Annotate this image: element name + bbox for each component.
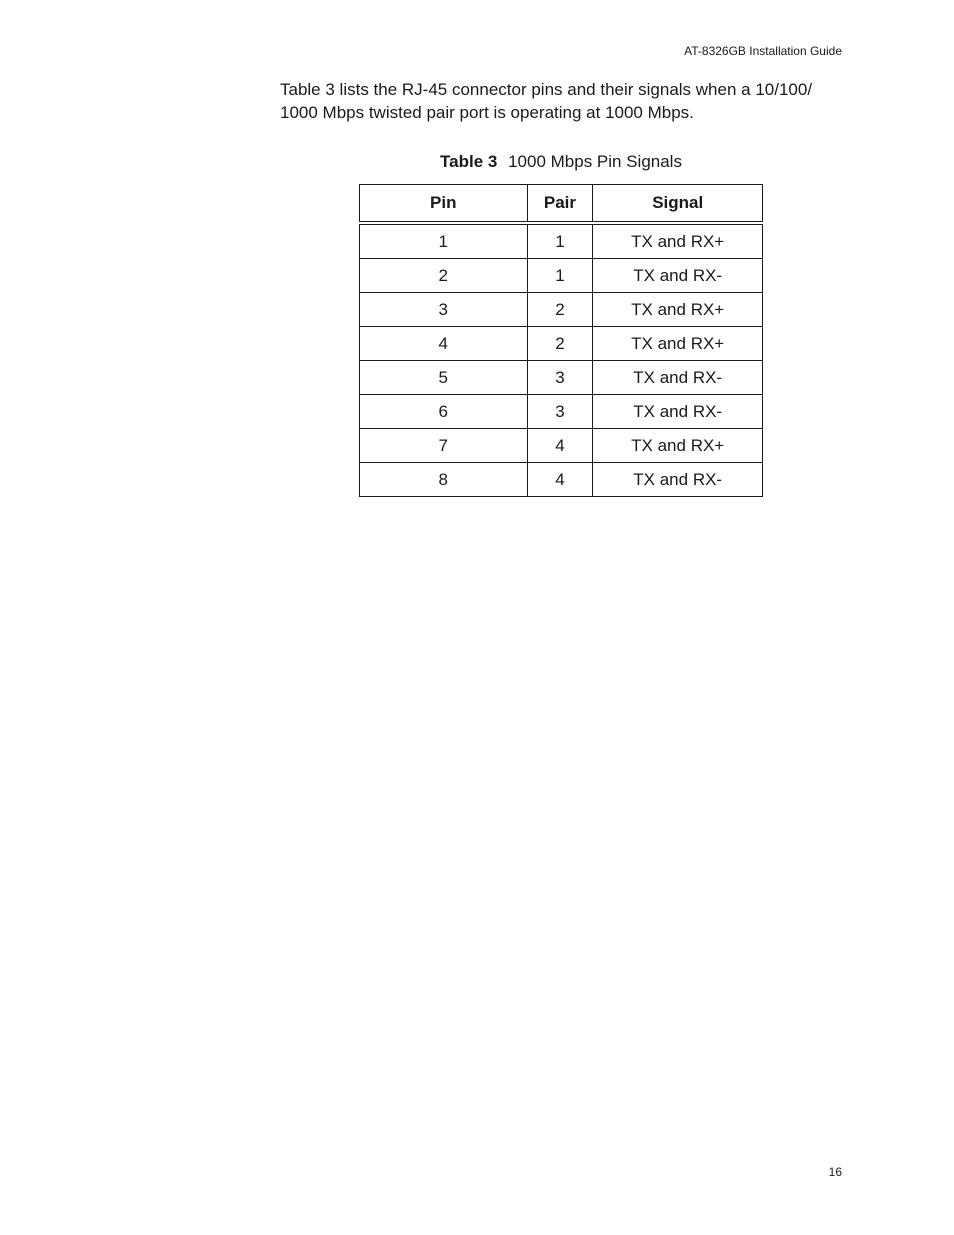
cell-pin: 2 <box>360 259 528 293</box>
table-row <box>360 429 763 463</box>
cell-signal: TX and RX+ <box>593 223 763 259</box>
cell-pair: 3 <box>527 361 593 395</box>
table-row <box>360 223 763 259</box>
cell-pin: 3 <box>360 293 528 327</box>
cell-signal: TX and RX- <box>593 395 763 429</box>
cell-signal: TX and RX+ <box>593 293 763 327</box>
cell-pair: 1 <box>527 223 593 259</box>
pin-signals-table <box>359 184 763 497</box>
cell-pin: 4 <box>360 327 528 361</box>
table-row <box>360 361 763 395</box>
table-header-row <box>360 185 763 224</box>
cell-pair: 2 <box>527 327 593 361</box>
table-caption <box>359 150 763 174</box>
cell-signal: TX and RX+ <box>593 327 763 361</box>
column-header-signal: Signal <box>593 185 763 224</box>
cell-pin: 7 <box>360 429 528 463</box>
table-row <box>360 463 763 497</box>
table-row <box>360 327 763 361</box>
cell-pair: 4 <box>527 429 593 463</box>
table-row <box>360 259 763 293</box>
column-header-pin: Pin <box>360 185 528 224</box>
cell-signal: TX and RX- <box>593 259 763 293</box>
cell-signal: TX and RX- <box>593 361 763 395</box>
table-row <box>360 395 763 429</box>
cell-signal: TX and RX+ <box>593 429 763 463</box>
cell-pair: 1 <box>527 259 593 293</box>
cell-pin: 5 <box>360 361 528 395</box>
cell-pair: 3 <box>527 395 593 429</box>
cell-pin: 6 <box>360 395 528 429</box>
table-caption-label: Table 3 <box>440 152 498 171</box>
cell-pin: 8 <box>360 463 528 497</box>
cell-pair: 2 <box>527 293 593 327</box>
intro-paragraph: Table 3 lists the RJ-45 connector pins and their signals when a 10/100/ 1000 Mbps twisted pair port is operating at 1000 Mbps. <box>280 80 813 122</box>
column-header-pair: Pair <box>527 185 593 224</box>
cell-signal: TX and RX- <box>593 463 763 497</box>
cell-pin: 1 <box>360 223 528 259</box>
running-header: AT-8326GB Installation Guide <box>684 44 842 58</box>
page-number: 16 <box>828 1165 842 1179</box>
cell-pair: 4 <box>527 463 593 497</box>
table-row <box>360 293 763 327</box>
table-caption-text: 1000 Mbps Pin Signals <box>508 152 682 171</box>
